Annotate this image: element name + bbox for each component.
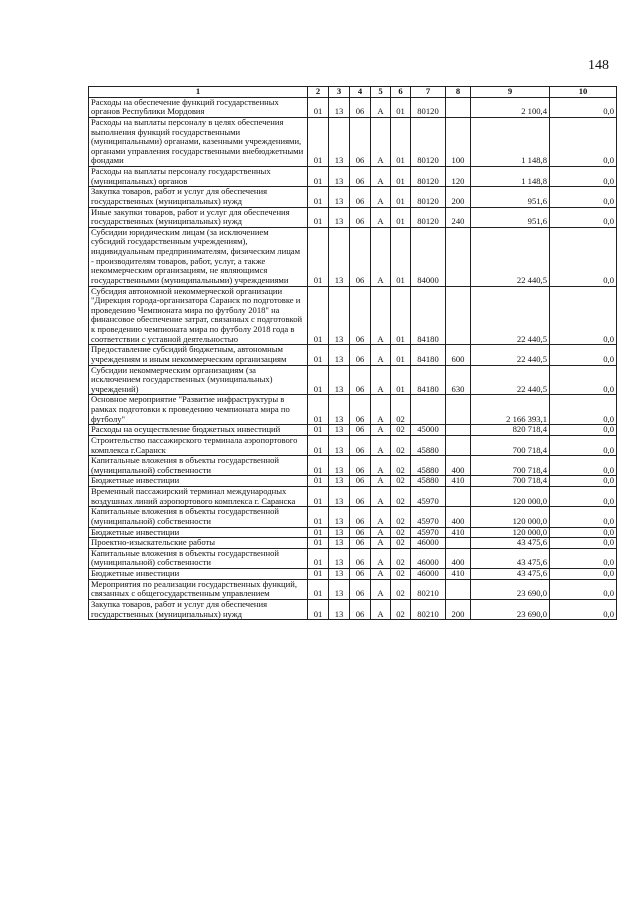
cell-direction: 80210 — [411, 599, 446, 619]
cell-expense-type — [446, 227, 471, 286]
cell-activity: 02 — [391, 507, 411, 527]
table-row — [89, 97, 617, 117]
column-header: 4 — [350, 87, 371, 98]
cell-program: 06 — [350, 579, 371, 599]
cell-direction: 46000 — [411, 569, 446, 580]
cell-direction: 84180 — [411, 345, 446, 365]
cell-amount: 951,6 — [471, 207, 550, 227]
table-header-row — [89, 87, 617, 98]
table-row — [89, 167, 617, 187]
cell-subsection: 13 — [329, 507, 350, 527]
column-header: 8 — [446, 87, 471, 98]
cell-expense-type: 400 — [446, 548, 471, 568]
cell-expense-type: 410 — [446, 527, 471, 538]
cell-subsection: 13 — [329, 425, 350, 436]
cell-amount: 700 718,4 — [471, 476, 550, 487]
cell-activity: 02 — [391, 395, 411, 425]
cell-amount: 700 718,4 — [471, 435, 550, 455]
cell-expense-type: 600 — [446, 345, 471, 365]
column-header: 6 — [391, 87, 411, 98]
cell-expense-type — [446, 425, 471, 436]
cell-direction: 45880 — [411, 456, 446, 476]
cell-amount: 22 440,5 — [471, 345, 550, 365]
cell-section: 01 — [308, 425, 329, 436]
cell-amount: 1 148,8 — [471, 167, 550, 187]
cell-expense-type — [446, 395, 471, 425]
cell-subsection: 13 — [329, 97, 350, 117]
cell-direction: 46000 — [411, 548, 446, 568]
cell-description: Субсидия автономной некоммерческой организации "Дирекция города-организатора Саранск по подготовке и проведению Чемпионата мира по футболу 2018" на финансовое обеспечение затрат, связанных с подготовкой к проведению чемпионата мира по футболу 2018 года в соответствии с уставной деятельностью — [89, 286, 308, 345]
cell-subprogram: А — [371, 476, 391, 487]
cell-program: 06 — [350, 599, 371, 619]
cell-direction: 84180 — [411, 365, 446, 395]
cell-amount: 22 440,5 — [471, 365, 550, 395]
cell-subprogram: А — [371, 97, 391, 117]
cell-activity: 01 — [391, 97, 411, 117]
cell-amount-2: 0,0 — [550, 456, 617, 476]
cell-section: 01 — [308, 286, 329, 345]
cell-section: 01 — [308, 187, 329, 207]
cell-expense-type: 410 — [446, 476, 471, 487]
cell-subsection: 13 — [329, 435, 350, 455]
cell-expense-type: 400 — [446, 456, 471, 476]
cell-description: Капитальные вложения в объекты государственной (муниципальной) собственности — [89, 507, 308, 527]
cell-description: Расходы на осуществление бюджетных инвестиций — [89, 425, 308, 436]
table-row — [89, 117, 617, 166]
cell-amount: 2 100,4 — [471, 97, 550, 117]
cell-activity: 01 — [391, 187, 411, 207]
cell-amount: 2 166 393,1 — [471, 395, 550, 425]
cell-subsection: 13 — [329, 345, 350, 365]
cell-subprogram: А — [371, 507, 391, 527]
cell-section: 01 — [308, 365, 329, 395]
table-row — [89, 507, 617, 527]
cell-section: 01 — [308, 97, 329, 117]
cell-direction: 45970 — [411, 507, 446, 527]
column-header: 1 — [89, 87, 308, 98]
cell-amount-2: 0,0 — [550, 286, 617, 345]
cell-description: Бюджетные инвестиции — [89, 476, 308, 487]
table-row — [89, 227, 617, 286]
cell-subprogram: А — [371, 395, 391, 425]
cell-subprogram: А — [371, 569, 391, 580]
cell-amount: 23 690,0 — [471, 579, 550, 599]
cell-direction: 84180 — [411, 286, 446, 345]
table-row — [89, 599, 617, 619]
cell-section: 01 — [308, 395, 329, 425]
cell-subsection: 13 — [329, 286, 350, 345]
table-row — [89, 579, 617, 599]
cell-amount: 700 718,4 — [471, 456, 550, 476]
cell-description: Расходы на выплаты персоналу в целях обеспечения выполнения функций государственными (муниципальными) органами, казенными учреждениями, органами управления государственными внебюджетными фондами — [89, 117, 308, 166]
cell-subsection: 13 — [329, 548, 350, 568]
cell-section: 01 — [308, 227, 329, 286]
cell-activity: 02 — [391, 538, 411, 549]
cell-amount-2: 0,0 — [550, 548, 617, 568]
table-row — [89, 395, 617, 425]
cell-subprogram: А — [371, 425, 391, 436]
cell-amount-2: 0,0 — [550, 476, 617, 487]
cell-subprogram: А — [371, 579, 391, 599]
cell-expense-type: 100 — [446, 117, 471, 166]
cell-subprogram: А — [371, 207, 391, 227]
cell-description: Бюджетные инвестиции — [89, 527, 308, 538]
cell-expense-type: 200 — [446, 187, 471, 207]
cell-expense-type: 240 — [446, 207, 471, 227]
cell-amount-2: 0,0 — [550, 97, 617, 117]
cell-program: 06 — [350, 167, 371, 187]
cell-section: 01 — [308, 476, 329, 487]
cell-subprogram: А — [371, 286, 391, 345]
cell-program: 06 — [350, 345, 371, 365]
table-row — [89, 187, 617, 207]
cell-amount-2: 0,0 — [550, 365, 617, 395]
cell-activity: 01 — [391, 207, 411, 227]
cell-amount-2: 0,0 — [550, 345, 617, 365]
cell-direction: 80120 — [411, 97, 446, 117]
cell-subsection: 13 — [329, 487, 350, 507]
table-row — [89, 476, 617, 487]
cell-section: 01 — [308, 507, 329, 527]
cell-expense-type: 200 — [446, 599, 471, 619]
cell-activity: 02 — [391, 456, 411, 476]
cell-description: Иные закупки товаров, работ и услуг для обеспечения государственных (муниципальных) нужд — [89, 207, 308, 227]
cell-activity: 02 — [391, 476, 411, 487]
cell-direction: 46000 — [411, 538, 446, 549]
cell-direction: 45880 — [411, 476, 446, 487]
cell-direction: 45970 — [411, 527, 446, 538]
cell-direction: 80120 — [411, 207, 446, 227]
cell-subsection: 13 — [329, 167, 350, 187]
cell-amount-2: 0,0 — [550, 187, 617, 207]
cell-program: 06 — [350, 227, 371, 286]
cell-section: 01 — [308, 167, 329, 187]
cell-subprogram: А — [371, 435, 391, 455]
cell-subprogram: А — [371, 538, 391, 549]
cell-program: 06 — [350, 527, 371, 538]
cell-amount: 43 475,6 — [471, 569, 550, 580]
cell-amount: 120 000,0 — [471, 507, 550, 527]
cell-section: 01 — [308, 527, 329, 538]
cell-program: 06 — [350, 207, 371, 227]
cell-program: 06 — [350, 476, 371, 487]
cell-program: 06 — [350, 97, 371, 117]
cell-direction: 45970 — [411, 487, 446, 507]
cell-program: 06 — [350, 548, 371, 568]
cell-section: 01 — [308, 548, 329, 568]
cell-amount-2: 0,0 — [550, 167, 617, 187]
cell-section: 01 — [308, 345, 329, 365]
cell-amount-2: 0,0 — [550, 599, 617, 619]
cell-amount: 43 475,6 — [471, 538, 550, 549]
cell-section: 01 — [308, 456, 329, 476]
cell-amount: 22 440,5 — [471, 227, 550, 286]
cell-description: Предоставление субсидий бюджетным, автономным учреждениям и иным некоммерческим организациям — [89, 345, 308, 365]
cell-activity: 02 — [391, 527, 411, 538]
cell-section: 01 — [308, 579, 329, 599]
table-row — [89, 569, 617, 580]
cell-amount-2: 0,0 — [550, 569, 617, 580]
cell-direction: 80120 — [411, 187, 446, 207]
cell-activity: 02 — [391, 548, 411, 568]
table-row — [89, 435, 617, 455]
cell-subprogram: А — [371, 527, 391, 538]
cell-description: Расходы на обеспечение функций государственных органов Республики Мордовия — [89, 97, 308, 117]
cell-amount: 820 718,4 — [471, 425, 550, 436]
column-header: 2 — [308, 87, 329, 98]
cell-expense-type — [446, 286, 471, 345]
cell-subsection: 13 — [329, 117, 350, 166]
cell-subprogram: А — [371, 187, 391, 207]
cell-description: Расходы на выплаты персоналу государственных (муниципальных) органов — [89, 167, 308, 187]
cell-section: 01 — [308, 207, 329, 227]
cell-section: 01 — [308, 487, 329, 507]
cell-direction: 45000 — [411, 425, 446, 436]
cell-subprogram: А — [371, 117, 391, 166]
table-row — [89, 548, 617, 568]
table-row — [89, 538, 617, 549]
column-header: 7 — [411, 87, 446, 98]
cell-section: 01 — [308, 117, 329, 166]
cell-expense-type — [446, 487, 471, 507]
cell-direction: 80210 — [411, 579, 446, 599]
cell-amount: 43 475,6 — [471, 548, 550, 568]
table-row — [89, 345, 617, 365]
cell-expense-type: 630 — [446, 365, 471, 395]
cell-amount-2: 0,0 — [550, 487, 617, 507]
cell-expense-type — [446, 579, 471, 599]
cell-description: Строительство пассажирского терминала аэропортового комплекса г.Саранск — [89, 435, 308, 455]
budget-table — [88, 86, 617, 620]
cell-amount-2: 0,0 — [550, 435, 617, 455]
cell-activity: 01 — [391, 286, 411, 345]
cell-amount-2: 0,0 — [550, 207, 617, 227]
cell-section: 01 — [308, 569, 329, 580]
table-row — [89, 527, 617, 538]
cell-description: Субсидии некоммерческим организациям (за исключением государственных (муниципальных) учреждений) — [89, 365, 308, 395]
column-header: 10 — [550, 87, 617, 98]
cell-amount-2: 0,0 — [550, 538, 617, 549]
cell-subsection: 13 — [329, 365, 350, 395]
cell-program: 06 — [350, 487, 371, 507]
cell-expense-type: 400 — [446, 507, 471, 527]
cell-subsection: 13 — [329, 187, 350, 207]
cell-direction — [411, 395, 446, 425]
cell-activity: 02 — [391, 487, 411, 507]
cell-description: Субсидии юридическим лицам (за исключением субсидий государственным учреждениям), индивидуальным предпринимателям, физическим лицам - производителям товаров, работ, услуг, а также некоммерческим организациям, не являющимся государственными (муниципальными) учреждениями — [89, 227, 308, 286]
cell-description: Капитальные вложения в объекты государственной (муниципальной) собственности — [89, 548, 308, 568]
cell-amount: 120 000,0 — [471, 527, 550, 538]
cell-subsection: 13 — [329, 476, 350, 487]
cell-description: Временный пассажирский терминал международных воздушных линий аэропортового комплекса г. Саранска — [89, 487, 308, 507]
cell-direction: 45880 — [411, 435, 446, 455]
cell-program: 06 — [350, 286, 371, 345]
cell-description: Проектно-изыскательские работы — [89, 538, 308, 549]
cell-program: 06 — [350, 395, 371, 425]
table-row — [89, 456, 617, 476]
cell-program: 06 — [350, 365, 371, 395]
cell-program: 06 — [350, 117, 371, 166]
cell-activity: 01 — [391, 117, 411, 166]
cell-expense-type — [446, 97, 471, 117]
page-number: 148 — [588, 58, 609, 73]
cell-amount: 120 000,0 — [471, 487, 550, 507]
cell-program: 06 — [350, 507, 371, 527]
cell-subsection: 13 — [329, 569, 350, 580]
cell-description: Мероприятия по реализации государственных функций, связанных с общегосударственным управлением — [89, 579, 308, 599]
cell-amount: 951,6 — [471, 187, 550, 207]
cell-activity: 01 — [391, 345, 411, 365]
cell-description: Бюджетные инвестиции — [89, 569, 308, 580]
cell-subprogram: А — [371, 548, 391, 568]
cell-amount-2: 0,0 — [550, 117, 617, 166]
cell-activity: 01 — [391, 365, 411, 395]
cell-amount-2: 0,0 — [550, 425, 617, 436]
cell-description: Основное мероприятие "Развитие инфраструктуры в рамках подготовки к проведению чемпионата мира по футболу" — [89, 395, 308, 425]
cell-subsection: 13 — [329, 395, 350, 425]
cell-program: 06 — [350, 456, 371, 476]
cell-direction: 80120 — [411, 117, 446, 166]
cell-direction: 84000 — [411, 227, 446, 286]
cell-activity: 02 — [391, 435, 411, 455]
table-row — [89, 425, 617, 436]
cell-program: 06 — [350, 435, 371, 455]
table-row — [89, 286, 617, 345]
cell-activity: 01 — [391, 167, 411, 187]
cell-activity: 02 — [391, 579, 411, 599]
cell-subsection: 13 — [329, 538, 350, 549]
cell-subsection: 13 — [329, 579, 350, 599]
cell-subsection: 13 — [329, 456, 350, 476]
cell-activity: 02 — [391, 599, 411, 619]
cell-section: 01 — [308, 599, 329, 619]
table-row — [89, 365, 617, 395]
cell-subsection: 13 — [329, 207, 350, 227]
cell-expense-type: 410 — [446, 569, 471, 580]
cell-program: 06 — [350, 569, 371, 580]
cell-section: 01 — [308, 538, 329, 549]
cell-subprogram: А — [371, 599, 391, 619]
column-header: 3 — [329, 87, 350, 98]
cell-section: 01 — [308, 435, 329, 455]
cell-amount: 1 148,8 — [471, 117, 550, 166]
cell-amount: 23 690,0 — [471, 599, 550, 619]
cell-subprogram: А — [371, 365, 391, 395]
cell-subprogram: А — [371, 167, 391, 187]
cell-description: Капитальные вложения в объекты государственной (муниципальной) собственности — [89, 456, 308, 476]
cell-expense-type — [446, 538, 471, 549]
cell-subsection: 13 — [329, 599, 350, 619]
column-header: 5 — [371, 87, 391, 98]
cell-amount-2: 0,0 — [550, 579, 617, 599]
cell-amount-2: 0,0 — [550, 527, 617, 538]
cell-subprogram: А — [371, 456, 391, 476]
cell-program: 06 — [350, 425, 371, 436]
cell-description: Закупка товаров, работ и услуг для обеспечения государственных (муниципальных) нужд — [89, 599, 308, 619]
cell-expense-type: 120 — [446, 167, 471, 187]
cell-subprogram: А — [371, 345, 391, 365]
table-row — [89, 487, 617, 507]
cell-activity: 01 — [391, 227, 411, 286]
cell-subprogram: А — [371, 487, 391, 507]
cell-description: Закупка товаров, работ и услуг для обеспечения государственных (муниципальных) нужд — [89, 187, 308, 207]
cell-activity: 02 — [391, 569, 411, 580]
cell-direction: 80120 — [411, 167, 446, 187]
cell-amount-2: 0,0 — [550, 227, 617, 286]
cell-subsection: 13 — [329, 227, 350, 286]
cell-subprogram: А — [371, 227, 391, 286]
table-row — [89, 207, 617, 227]
cell-amount: 22 440,5 — [471, 286, 550, 345]
cell-amount-2: 0,0 — [550, 507, 617, 527]
cell-activity: 02 — [391, 425, 411, 436]
cell-program: 06 — [350, 187, 371, 207]
column-header: 9 — [471, 87, 550, 98]
cell-program: 06 — [350, 538, 371, 549]
cell-amount-2: 0,0 — [550, 395, 617, 425]
cell-subsection: 13 — [329, 527, 350, 538]
cell-expense-type — [446, 435, 471, 455]
